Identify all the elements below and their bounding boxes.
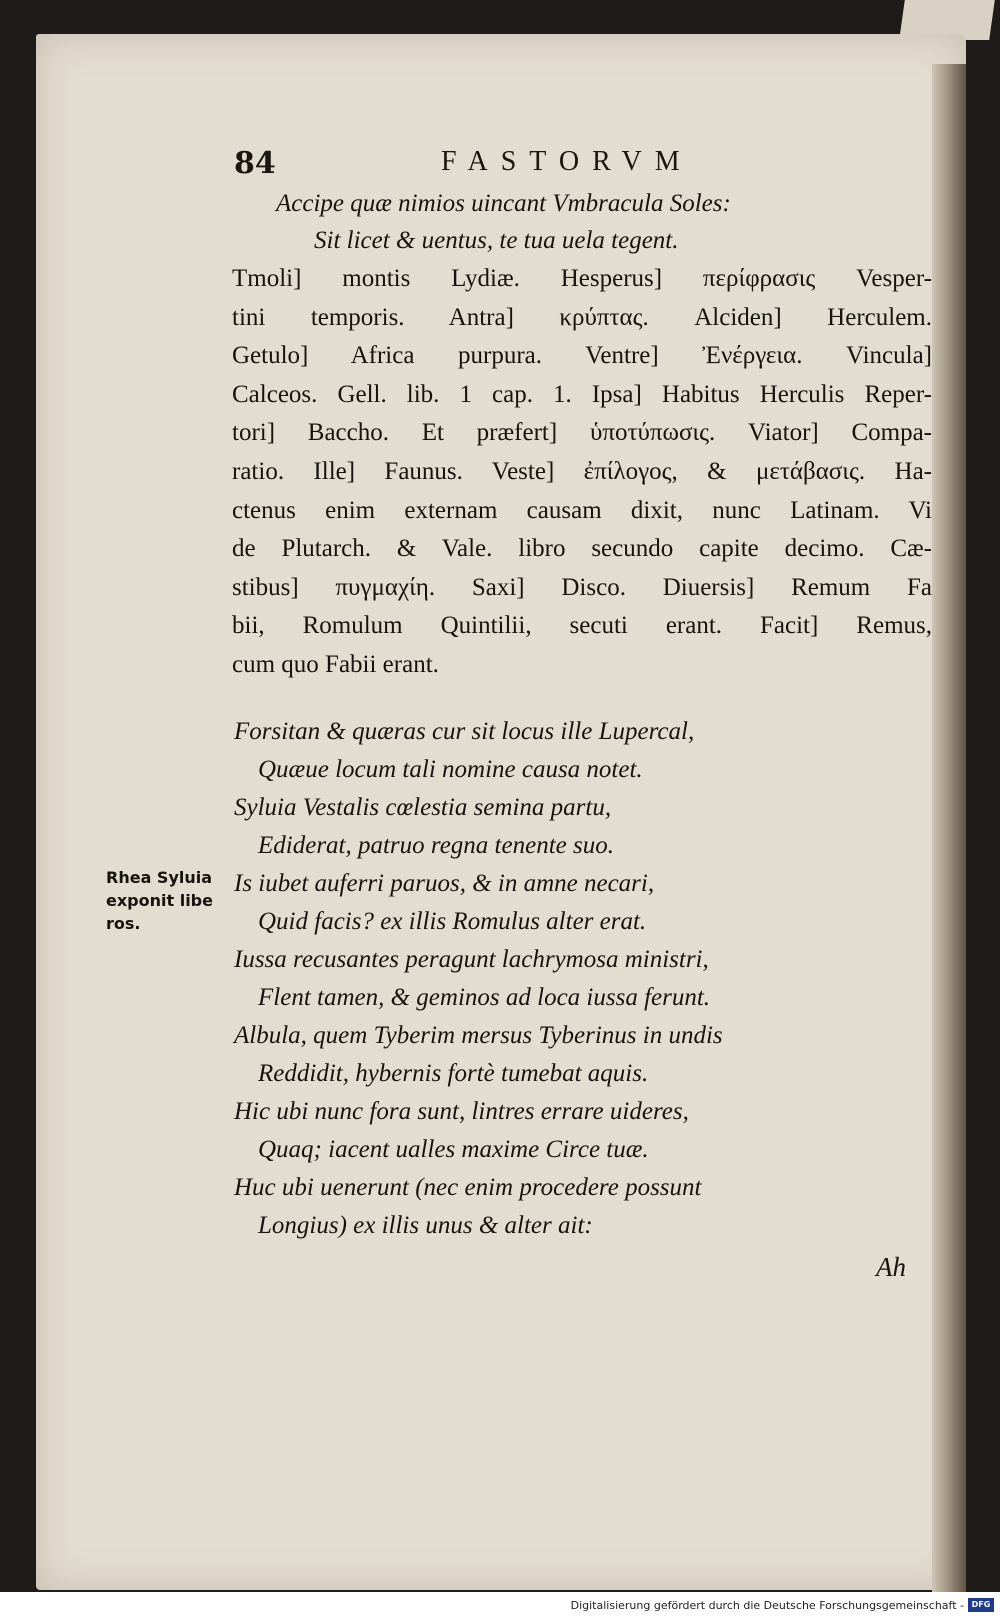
verse-line: Quid facis? ex illis Romulus alter erat. — [258, 908, 647, 935]
verse-line: Hic ubi nunc fora sunt, lintres errare uideres, — [234, 1098, 689, 1125]
verse-line: Ediderat, patruo regna tenente suo. — [258, 832, 614, 859]
verse-line: Iussa recusantes peragunt lachrymosa ministri, — [234, 946, 709, 973]
page-header — [36, 146, 966, 186]
margin-note-line: Rhea Syluia — [106, 868, 213, 887]
catchword: Ah — [876, 1252, 906, 1282]
commentary-line: ratio. Ille] Faunus. Veste] ἐπίλογος, & μετάβασις. Ha- — [232, 457, 932, 485]
running-title: FASTORVM — [441, 146, 693, 177]
footer-bar — [0, 1592, 1000, 1620]
verse-line: Quæue locum tali nomine causa notet. — [258, 756, 643, 783]
commentary-line: tori] Baccho. Et præfert] ὑποτύπωσις. Viator] Compa- — [232, 419, 932, 447]
commentary-line: Getulo] Africa purpura. Ventre] Ἐνέργεια. Vincula] — [232, 342, 932, 370]
verse-line: Longius) ex illis unus & alter ait: — [258, 1212, 593, 1239]
commentary-line: Tmoli] montis Lydiæ. Hesperus] περίφρασις Vesper- — [232, 265, 932, 292]
commentary-block — [232, 260, 932, 685]
book-page — [36, 34, 966, 1590]
margin-note-line: ros. — [106, 914, 141, 933]
verse-line: Is iubet auferri paruos, & in amne necari, — [234, 870, 655, 897]
dfg-logo: DFG — [968, 1598, 994, 1612]
commentary-line: stibus] πυγμαχίη. Saxi] Disco. Diuersis] Remum Fa — [232, 573, 932, 601]
margin-note — [106, 866, 213, 935]
verse-line: Syluia Vestalis cœlestia semina partu, — [234, 794, 612, 821]
page-edge-shadow — [932, 64, 966, 1592]
commentary-line: Calceos. Gell. lib. 1 cap. 1. Ipsa] Habitus Herculis Reper- — [232, 380, 932, 408]
commentary-line: ctenus enim externam causam dixit, nunc Latinam. Vi — [232, 496, 932, 524]
verse-line: Huc ubi uenerunt (nec enim procedere possunt — [234, 1174, 702, 1201]
verse-line: Forsitan & quæras cur sit locus ille Lupercal, — [234, 718, 695, 745]
commentary-line: cum quo Fabii erant. — [232, 650, 439, 678]
verse-line: Albula, quem Tyberim mersus Tyberinus in undis — [234, 1022, 723, 1049]
commentary-line: bii, Romulum Quintilii, secuti erant. Facit] Remus, — [232, 612, 932, 640]
page-number: 84 — [234, 146, 276, 181]
verse-line: Reddidit, hybernis fortè tumebat aquis. — [258, 1060, 649, 1087]
verse-line: Sit licet & uentus, te tua uela tegent. — [314, 227, 679, 254]
verse-line: Flent tamen, & geminos ad loca iussa ferunt. — [258, 984, 711, 1011]
verse-line: Quaq; iacent ualles maxime Circe tuæ. — [258, 1136, 649, 1163]
margin-note-line: exponit libe — [106, 891, 213, 910]
commentary-line: de Plutarch. & Vale. libro secundo capite decimo. Cæ- — [232, 535, 932, 563]
commentary-line: tini temporis. Antra] κρύπτας. Alciden] Herculem. — [232, 303, 932, 331]
footer-credit: Digitalisierung gefördert durch die Deutsche Forschungsgemeinschaft - — [570, 1599, 964, 1612]
verse-line: Accipe quæ nimios uincant Vmbracula Soles: — [276, 190, 731, 217]
